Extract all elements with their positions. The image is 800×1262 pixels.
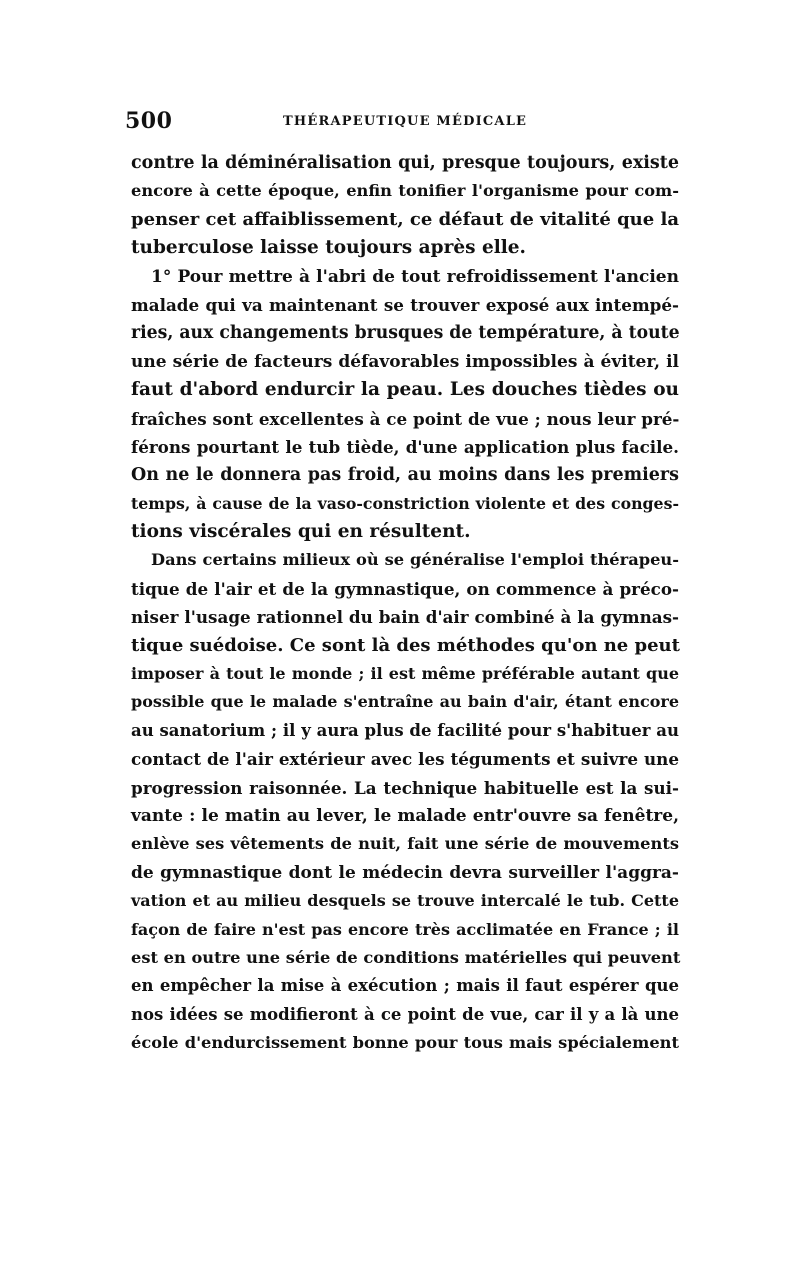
text-line: Dans certains milieux où se généralise l'emploi thérapeu- — [151, 550, 679, 570]
paragraph — [131, 149, 679, 263]
text-line: progression raisonnée. La technique habituelle est la sui- — [131, 777, 679, 798]
text-line: contre la déminéralisation qui, presque toujours, existe — [131, 153, 679, 173]
text-line: férons pourtant le tub tiède, d'une application plus facile. — [131, 436, 679, 457]
text-line: enlève ses vêtements de nuit, fait une série de mouvements — [131, 834, 679, 854]
text-line: façon de faire n'est pas encore très acclimatée en France ; il — [131, 919, 679, 939]
text-line: tique de l'air et de la gymnastique, on commence à préco- — [131, 578, 679, 599]
text-line: école d'endurcissement bonne pour tous mais spécialement — [131, 1033, 679, 1053]
text-line: nos idées se modifieront à ce point de vue, car il y a là une — [131, 1004, 679, 1024]
text-line: de gymnastique dont le médecin devra surveiller l'aggra- — [131, 862, 679, 883]
text-line: tuberculose laisse toujours après elle. — [131, 237, 526, 259]
text-line: niser l'usage rationnel du bain d'air combiné à la gymnas- — [131, 607, 679, 628]
text-line: en empêcher la mise à exécution ; mais il faut espérer que — [131, 976, 679, 996]
text-line: temps, à cause de la vaso-constriction violente et des conges- — [131, 493, 679, 513]
paragraph — [131, 546, 679, 1057]
text-line: 1° Pour mettre à l'abri de tout refroidissement l'ancien — [151, 266, 679, 287]
body-text — [131, 149, 679, 1058]
text-line: une série de facteurs défavorables impossibles à éviter, il — [131, 351, 679, 372]
text-line: On ne le donnera pas froid, au moins dans les premiers — [131, 465, 679, 486]
text-line: fraîches sont excellentes à ce point de vue ; nous leur pré- — [131, 408, 680, 429]
text-line: tique suédoise. Ce sont là des méthodes qu'on ne peut — [131, 634, 680, 656]
text-line: contact de l'air extérieur avec les téguments et suivre une — [131, 749, 679, 770]
text-line: penser cet affaiblissement, ce défaut de vitalité que la — [131, 208, 679, 230]
text-line: faut d'abord endurcir la peau. Les douches tièdes ou — [131, 379, 679, 401]
text-line: tions viscérales qui en résultent. — [131, 521, 471, 543]
text-line: imposer à tout le monde ; il est même préférable autant que — [131, 664, 679, 684]
text-line: vation et au milieu desquels se trouve intercalé le tub. Cette — [131, 891, 679, 911]
page-header — [125, 108, 679, 138]
text-line: malade qui va maintenant se trouver exposé aux intempé- — [131, 294, 679, 315]
text-line: au sanatorium ; il y aura plus de facilité pour s'habituer au — [131, 720, 679, 740]
text-line: ries, aux changements brusques de température, à toute — [131, 323, 680, 344]
running-title: THÉRAPEUTIQUE MÉDICALE — [283, 114, 528, 129]
page-number: 500 — [125, 108, 173, 134]
paragraph — [131, 263, 679, 547]
text-line: vante : le matin au lever, le malade entr'ouvre sa fenêtre, — [131, 805, 679, 826]
text-line: possible que le malade s'entraîne au bain d'air, étant encore — [131, 692, 679, 712]
text-line: est en outre une série de conditions matérielles qui peuvent — [131, 947, 681, 967]
text-line: encore à cette époque, enfin tonifier l'organisme pour com- — [131, 181, 679, 201]
